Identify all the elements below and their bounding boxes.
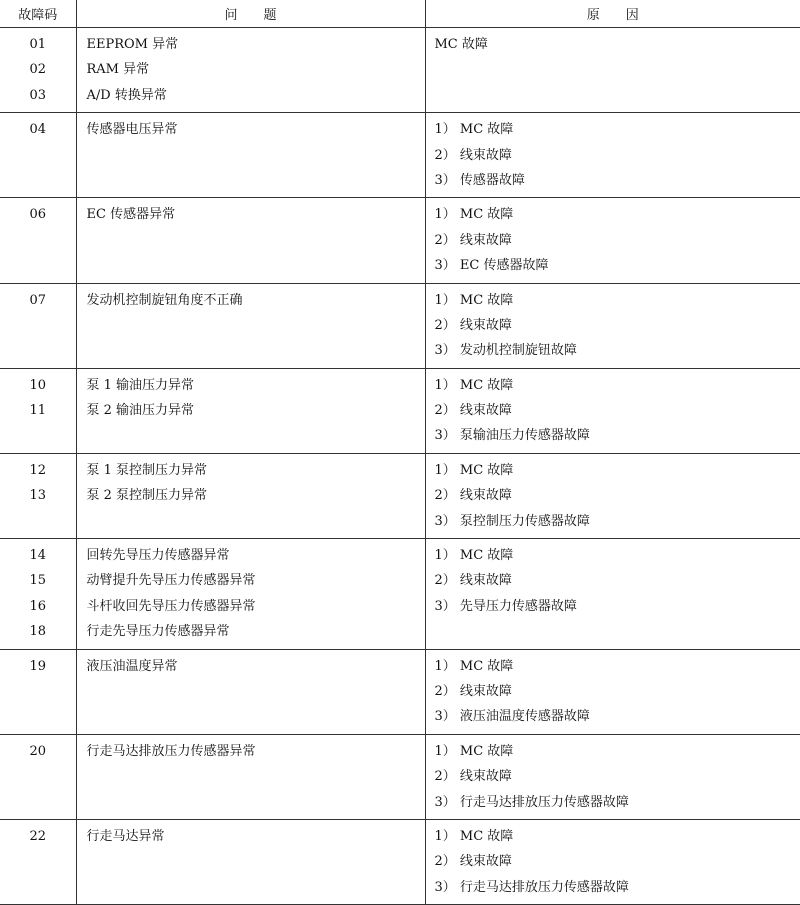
fault-code-line: 22 — [0, 824, 76, 849]
table-row — [0, 368, 800, 453]
cause-line: 3） 行走马达排放压力传感器故障 — [426, 875, 800, 900]
cause-line: 2） 线束故障 — [426, 568, 800, 593]
fault-code-cell — [0, 453, 76, 538]
fault-code-line: 20 — [0, 739, 76, 764]
problem-cell — [76, 649, 425, 734]
problem-line: EC 传感器异常 — [77, 202, 425, 227]
problem-line: 传感器电压异常 — [77, 117, 425, 142]
fault-code-cell — [0, 113, 76, 198]
cause-line: 2） 线束故障 — [426, 764, 800, 789]
table-row — [0, 539, 800, 650]
fault-code-line: 11 — [0, 398, 76, 423]
cause-line: 1） MC 故障 — [426, 117, 800, 142]
cause-cell — [425, 368, 800, 453]
fault-code-cell — [0, 28, 76, 113]
problem-line: 行走马达排放压力传感器异常 — [77, 739, 425, 764]
cause-cell — [425, 113, 800, 198]
fault-code-line: 19 — [0, 654, 76, 679]
cause-cell — [425, 28, 800, 113]
problem-cell — [76, 819, 425, 904]
cause-cell — [425, 649, 800, 734]
fault-code-cell — [0, 649, 76, 734]
cause-line: 3） 先导压力传感器故障 — [426, 594, 800, 619]
cause-line: 2） 线束故障 — [426, 313, 800, 338]
table-row — [0, 198, 800, 283]
problem-line: 斗杆收回先导压力传感器异常 — [77, 594, 425, 619]
cause-line: 1） MC 故障 — [426, 543, 800, 568]
table-body — [0, 28, 800, 905]
problem-line: RAM 异常 — [77, 57, 425, 82]
cause-line: 2） 线束故障 — [426, 228, 800, 253]
table-row — [0, 819, 800, 904]
cause-line: 3） 泵控制压力传感器故障 — [426, 509, 800, 534]
fault-code-cell — [0, 734, 76, 819]
fault-code-line: 01 — [0, 32, 76, 57]
problem-line: 行走马达异常 — [77, 824, 425, 849]
fault-code-line: 03 — [0, 83, 76, 108]
problem-line: 行走先导压力传感器异常 — [77, 619, 425, 644]
fault-code-line: 12 — [0, 458, 76, 483]
cause-line: 2） 线束故障 — [426, 398, 800, 423]
cause-line: 2） 线束故障 — [426, 679, 800, 704]
cause-line: MC 故障 — [426, 32, 800, 57]
cause-cell — [425, 819, 800, 904]
cause-line: 3） 发动机控制旋钮故障 — [426, 338, 800, 363]
fault-code-cell — [0, 539, 76, 650]
problem-cell — [76, 368, 425, 453]
cause-line: 1） MC 故障 — [426, 458, 800, 483]
fault-code-line: 06 — [0, 202, 76, 227]
cause-cell — [425, 283, 800, 368]
fault-code-line: 14 — [0, 543, 76, 568]
table-row — [0, 453, 800, 538]
problem-cell — [76, 113, 425, 198]
cause-line: 1） MC 故障 — [426, 739, 800, 764]
cause-line: 1） MC 故障 — [426, 654, 800, 679]
fault-code-line: 10 — [0, 373, 76, 398]
cause-line: 3） EC 传感器故障 — [426, 253, 800, 278]
cause-cell — [425, 453, 800, 538]
cause-cell — [425, 539, 800, 650]
table-row — [0, 649, 800, 734]
table-header — [0, 0, 800, 28]
problem-line: 泵 1 输油压力异常 — [77, 373, 425, 398]
problem-cell — [76, 198, 425, 283]
problem-line: 发动机控制旋钮角度不正确 — [77, 288, 425, 313]
cause-cell — [425, 198, 800, 283]
cause-line: 2） 线束故障 — [426, 849, 800, 874]
problem-cell — [76, 283, 425, 368]
fault-code-line: 18 — [0, 619, 76, 644]
problem-line: 液压油温度异常 — [77, 654, 425, 679]
cause-line: 1） MC 故障 — [426, 288, 800, 313]
problem-line: 泵 2 泵控制压力异常 — [77, 483, 425, 508]
fault-code-cell — [0, 368, 76, 453]
problem-line: 动臂提升先导压力传感器异常 — [77, 568, 425, 593]
fault-code-line: 15 — [0, 568, 76, 593]
problem-line: 泵 2 输油压力异常 — [77, 398, 425, 423]
header-row — [0, 0, 800, 28]
cause-line: 3） 行走马达排放压力传感器故障 — [426, 790, 800, 815]
header-cause: 原 因 — [425, 0, 800, 28]
cause-cell — [425, 734, 800, 819]
problem-line: EEPROM 异常 — [77, 32, 425, 57]
cause-line: 2） 线束故障 — [426, 143, 800, 168]
problem-line: A/D 转换异常 — [77, 83, 425, 108]
cause-line: 3） 液压油温度传感器故障 — [426, 704, 800, 729]
problem-line: 泵 1 泵控制压力异常 — [77, 458, 425, 483]
table-row — [0, 28, 800, 113]
header-fault-code: 故障码 — [0, 0, 76, 28]
cause-line: 3） 泵输油压力传感器故障 — [426, 423, 800, 448]
problem-line: 回转先导压力传感器异常 — [77, 543, 425, 568]
problem-cell — [76, 539, 425, 650]
fault-code-cell — [0, 198, 76, 283]
problem-cell — [76, 453, 425, 538]
fault-code-line: 02 — [0, 57, 76, 82]
cause-line: 1） MC 故障 — [426, 824, 800, 849]
problem-cell — [76, 734, 425, 819]
table-row — [0, 734, 800, 819]
fault-code-cell — [0, 819, 76, 904]
problem-cell — [76, 28, 425, 113]
fault-code-line: 13 — [0, 483, 76, 508]
fault-code-cell — [0, 283, 76, 368]
cause-line: 1） MC 故障 — [426, 202, 800, 227]
cause-line: 2） 线束故障 — [426, 483, 800, 508]
cause-line: 1） MC 故障 — [426, 373, 800, 398]
header-problem: 问 题 — [76, 0, 425, 28]
table-row — [0, 113, 800, 198]
fault-code-line: 04 — [0, 117, 76, 142]
fault-code-line: 07 — [0, 288, 76, 313]
cause-line: 3） 传感器故障 — [426, 168, 800, 193]
fault-code-line: 16 — [0, 594, 76, 619]
table-row — [0, 283, 800, 368]
